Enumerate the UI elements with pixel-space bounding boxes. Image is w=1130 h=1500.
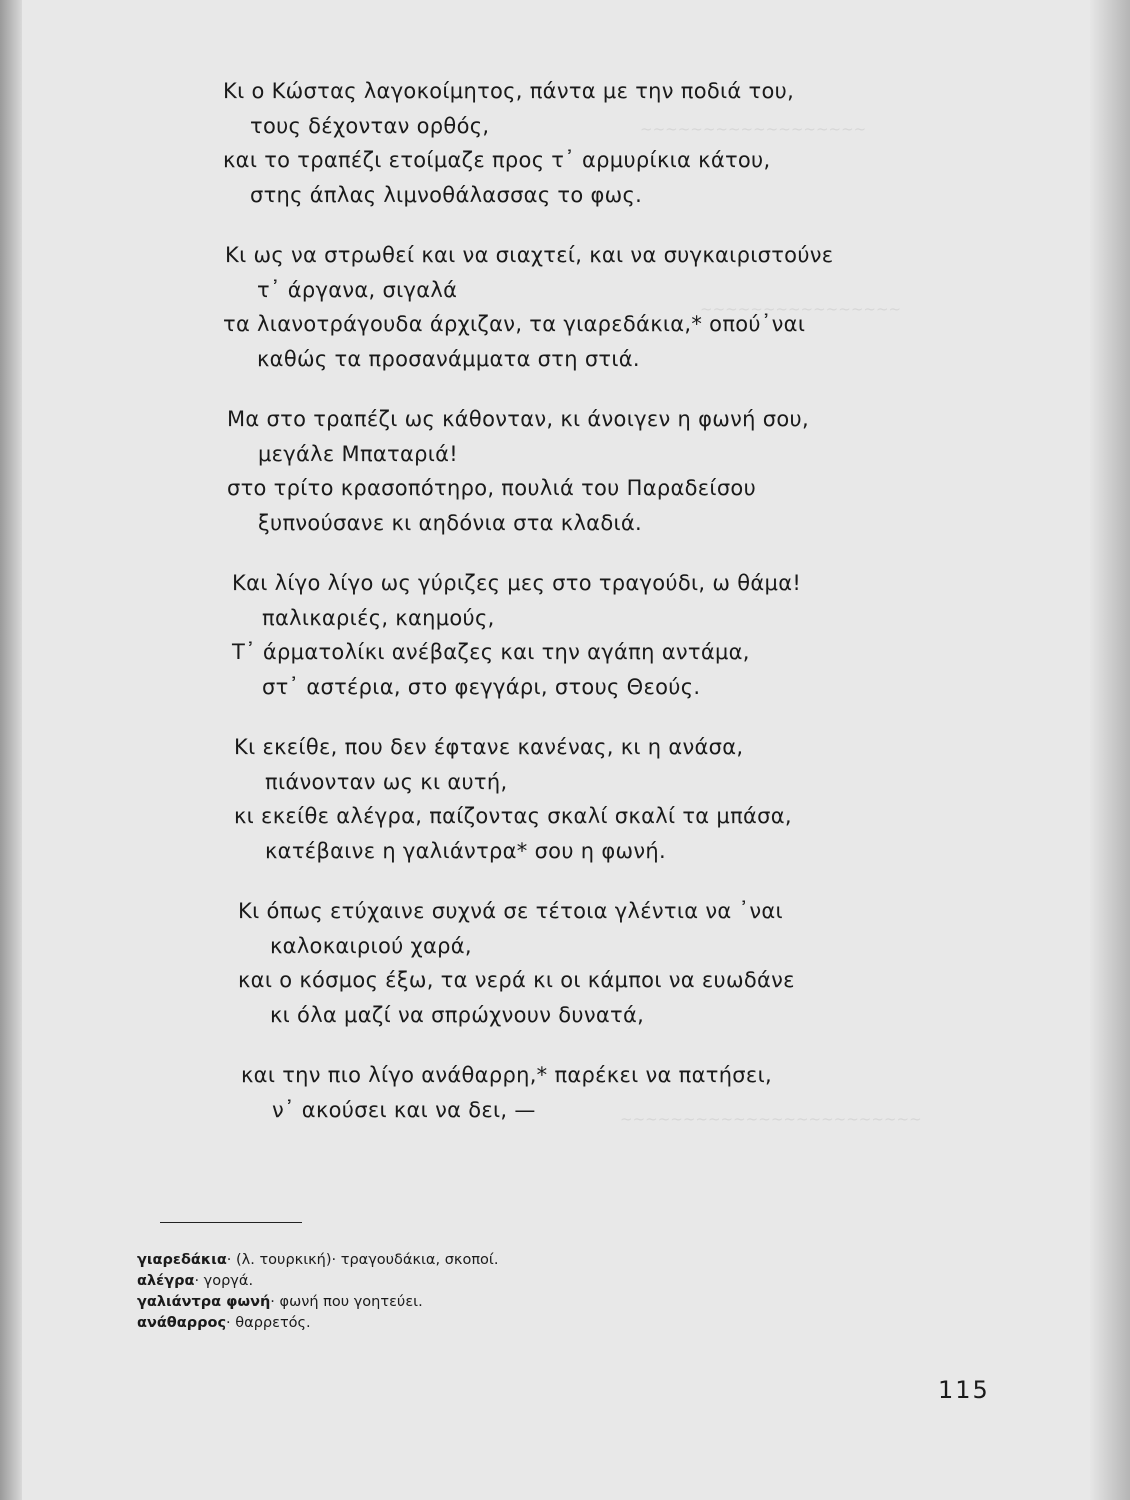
poem-line: παλικαριές, καημούς,	[262, 605, 495, 630]
poem-line: και την πιο λίγο ανάθαρρη,* παρέκει να πατήσει,	[241, 1063, 772, 1087]
show-through-texture: ~~~~~~~~~~~~~~~~~~~~~~~~	[620, 1110, 922, 1128]
footnote	[137, 1271, 837, 1292]
page-number: 115	[938, 1376, 990, 1404]
poem-line: πιάνονταν ως κι αυτή,	[265, 769, 508, 794]
poem-line: μεγάλε Μπαταριά!	[258, 441, 459, 466]
poem-line: στης άπλας λιμνοθάλασσας το φως.	[250, 182, 643, 207]
footnote-definition: · (λ. τουρκική)· τραγουδάκια, σκοποί.	[226, 1252, 499, 1268]
footnote-definition: · θαρρετός.	[226, 1315, 311, 1331]
poem-line: Τ᾽ άρματολίκι ανέβαζες και την αγάπη αντάμα,	[232, 640, 750, 664]
poem-line: Κι όπως ετύχαινε συχνά σε τέτοια γλέντια να ᾽ναι	[238, 899, 783, 923]
footnote-term: γιαρεδάκια	[137, 1252, 227, 1268]
poem-line: στ᾽ αστέρια, στο φεγγάρι, στους Θεούς.	[262, 674, 701, 699]
poem-line: και ο κόσμος έξω, τα νερά κι οι κάμποι να ευωδάνε	[238, 968, 795, 992]
footnote-term: ανάθαρρος	[137, 1315, 227, 1331]
footnote-separator	[160, 1222, 302, 1223]
poem-line: ν᾽ ακούσει και να δει, —	[272, 1097, 536, 1122]
poem-line: κι όλα μαζί να σπρώχνουν δυνατά,	[270, 1002, 645, 1027]
footnote	[137, 1313, 837, 1334]
footnote-term: γαλιάντρα φωνή	[137, 1294, 271, 1310]
poem-line: Κι εκείθε, που δεν έφτανε κανένας, κι η ανάσα,	[234, 735, 744, 759]
show-through-texture: ~~~~~~~~~~~~~~~~	[700, 300, 902, 318]
poem-line: κι εκείθε αλέγρα, παίζοντας σκαλί σκαλί τα μπάσα,	[234, 804, 792, 828]
footnote-definition: · φωνή που γοητεύει.	[270, 1294, 423, 1310]
stanza-3	[0, 402, 1130, 540]
poem-line: καθώς τα προσανάμματα στη στιά.	[257, 346, 640, 371]
poem-line: Μα στο τραπέζι ως κάθονταν, κι άνοιγεν η φωνή σου,	[227, 407, 809, 431]
stanza-7	[0, 1058, 1130, 1127]
poem-line: τους δέχονταν ορθός,	[250, 113, 490, 138]
stanza-1	[0, 74, 1130, 212]
poem-line: και το τραπέζι ετοίμαζε προς τ᾽ αρμυρίκια κάτου,	[223, 148, 771, 172]
footnote-definition: · γοργά.	[194, 1273, 254, 1289]
footnote	[137, 1292, 837, 1313]
poem-line: στο τρίτο κρασοπότηρο, πουλιά του Παραδείσου	[227, 476, 757, 500]
poem-line: Και λίγο λίγο ως γύριζες μες στο τραγούδι, ω θάμα!	[232, 571, 802, 595]
poem-line: Κι ως να στρωθεί και να σιαχτεί, και να συγκαιριστούνε	[225, 243, 834, 267]
stanza-4	[0, 566, 1130, 704]
footnote-term: αλέγρα	[137, 1273, 195, 1289]
poem-line: τα λιανοτράγουδα άρχιζαν, τα γιαρεδάκια,* οπού᾽ναι	[223, 312, 806, 336]
footnotes	[137, 1250, 837, 1334]
footnote	[137, 1250, 837, 1271]
poem-line: καλοκαιριού χαρά,	[270, 933, 472, 958]
poem-line: κατέβαινε η γαλιάντρα* σου η φωνή.	[265, 838, 666, 863]
stanza-6	[0, 894, 1130, 1032]
poem-line: τ᾽ άργανα, σιγαλά	[257, 277, 458, 302]
show-through-texture: ~~~~~~~~~~~~~~~~~~	[640, 120, 867, 138]
poem-line: ξυπνούσανε κι αηδόνια στα κλαδιά.	[258, 510, 642, 535]
stanza-2	[0, 238, 1130, 376]
poem-line: Κι ο Κώστας λαγοκοίμητος, πάντα με την ποδιά του,	[223, 79, 795, 103]
stanza-5	[0, 730, 1130, 868]
poem	[0, 74, 1130, 1153]
